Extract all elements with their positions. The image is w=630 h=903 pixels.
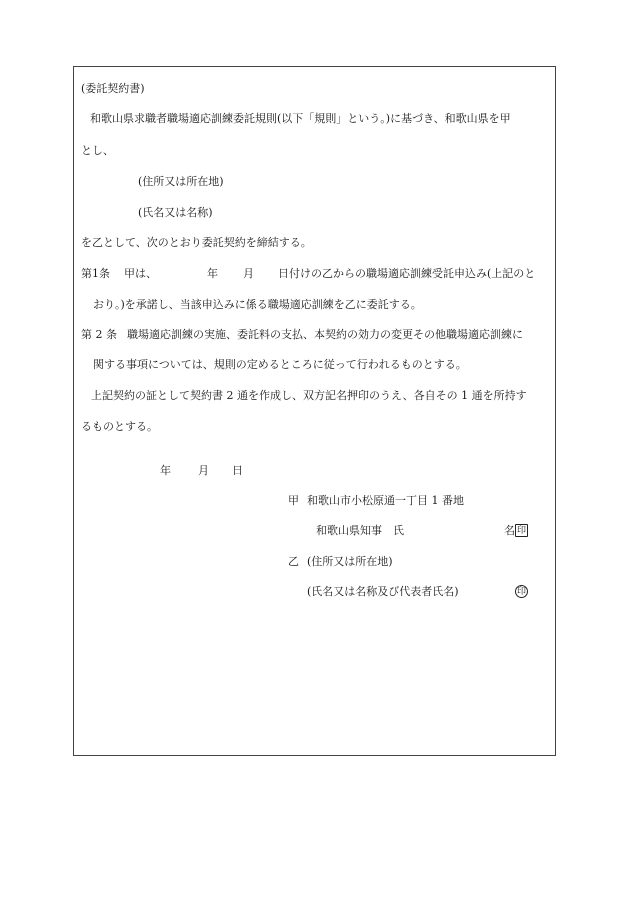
article-1-number: 第1条 — [81, 267, 110, 280]
date-year-label: 年 — [160, 464, 171, 477]
party-b-name-label: (氏名又は名称) — [138, 206, 213, 219]
article-1-year-label: 年 — [207, 267, 218, 280]
date-day-label: 日 — [232, 464, 243, 477]
party-b-address-label: (住所又は所在地) — [138, 175, 224, 188]
closing-line-2: るものとする。 — [81, 420, 158, 433]
article-1-text-part-1: 甲は、 — [124, 267, 157, 280]
article-2-number: 第 2 条 — [81, 328, 117, 341]
party-b-seal-icon: 印 — [516, 587, 526, 597]
intro-line-2: とし、 — [81, 144, 114, 157]
party-a-name-suffix: 名 — [504, 524, 515, 537]
date-month-label: 月 — [198, 464, 209, 477]
article-1-line-2: おり。)を承諾し、当該申込みに係る職場適応訓練を乙に委託する。 — [93, 298, 422, 311]
intro-line-3: を乙として、次のとおり委託契約を締結する。 — [81, 236, 312, 249]
party-a-seal-icon: 印 — [516, 526, 526, 536]
party-a-address: 和歌山市小松原通一丁目 1 番地 — [307, 494, 464, 507]
party-b-name-label-signature: (氏名又は名称及び代表者氏名) — [307, 585, 459, 598]
article-1-text-part-2: 日付けの乙からの職場適応訓練受託申込み(上記のと — [278, 267, 536, 280]
intro-line-1: 和歌山県求職者職場適応訓練委託規則(以下「規則」という。)に基づき、和歌山県を甲 — [90, 112, 511, 125]
party-a-name: 和歌山県知事 氏 — [316, 524, 404, 537]
article-1-month-label: 月 — [243, 267, 254, 280]
article-2-line-2: 関する事項については、規則の定めるところに従って行われるものとする。 — [93, 358, 467, 371]
contract-frame — [73, 66, 556, 756]
closing-line-1: 上記契約の証として契約書 2 通を作成し、双方記名押印のうえ、各自その 1 通を所持す — [91, 389, 527, 402]
party-b-label: 乙 — [288, 555, 299, 568]
document-title: (委託契約書) — [81, 82, 145, 95]
party-b-address-label-signature: (住所又は所在地) — [307, 555, 393, 568]
party-a-label: 甲 — [288, 494, 299, 507]
article-2-line-1: 職場適応訓練の実施、委託料の支払、本契約の効力の変更その他職場適応訓練に — [127, 328, 523, 341]
